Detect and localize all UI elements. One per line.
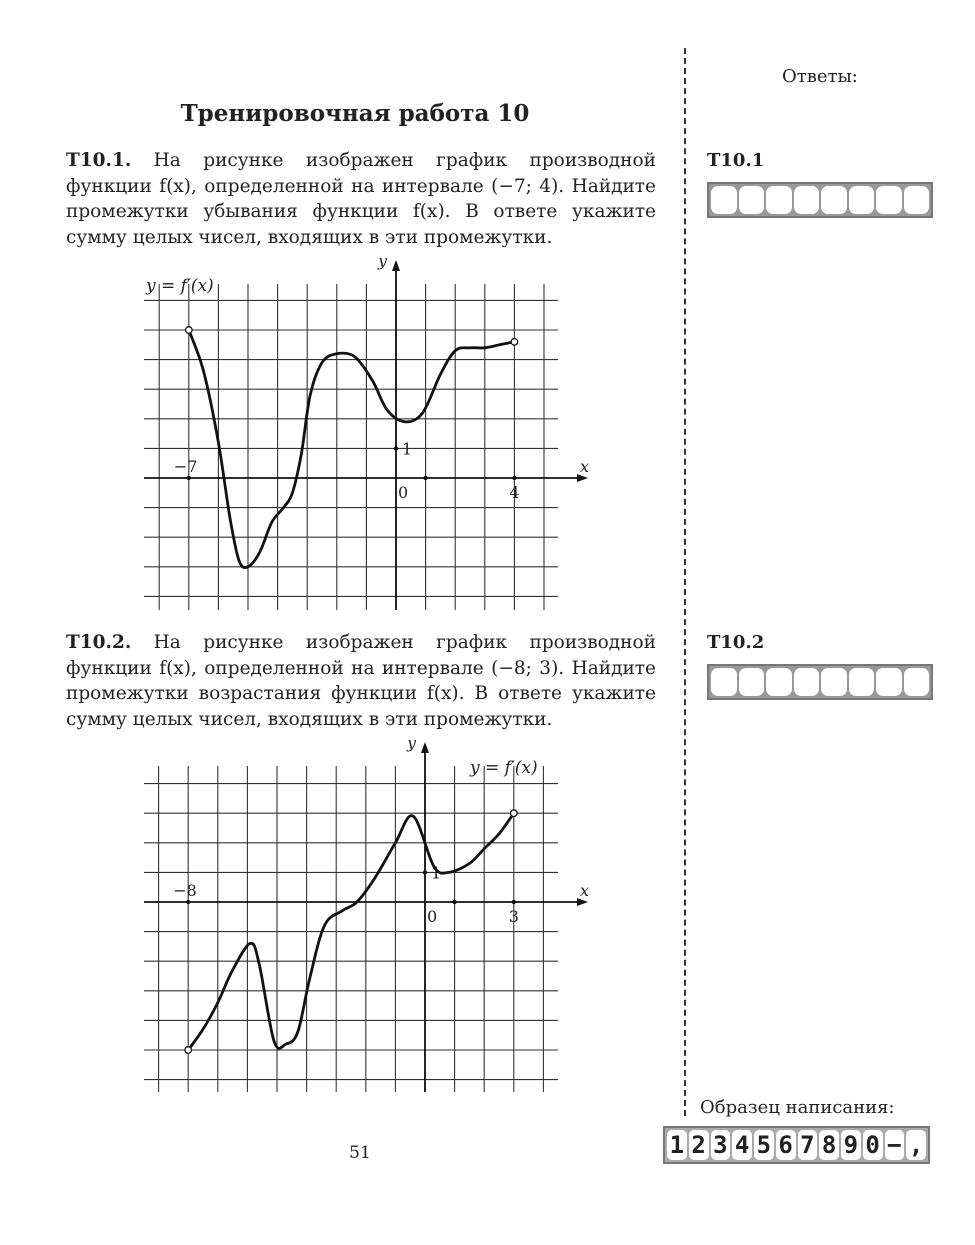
task-1-id: T10.1. <box>66 150 132 171</box>
axis-tick-dot <box>512 900 516 904</box>
sample-char: 0 <box>863 1130 883 1160</box>
page-title: Тренировочная работа 10 <box>180 100 530 127</box>
y-axis-arrow <box>392 260 400 271</box>
answer-cell[interactable] <box>821 186 847 214</box>
x-axis-label: x <box>580 881 590 900</box>
axis-tick-dot <box>186 900 190 904</box>
sample-char: 8 <box>819 1130 839 1160</box>
answer-cell[interactable] <box>766 186 792 214</box>
answer-cell[interactable] <box>711 186 737 214</box>
task-1-text <box>66 148 656 250</box>
axis-tick-dot <box>394 446 398 450</box>
answers-header: Ответы: <box>782 66 858 87</box>
answer-cell[interactable] <box>849 668 875 696</box>
open-endpoint-left <box>186 327 193 334</box>
y-axis-label: y <box>378 258 388 270</box>
chart-1 <box>130 258 590 620</box>
answer-cell[interactable] <box>904 668 930 696</box>
answer-cell[interactable] <box>739 668 765 696</box>
task-2-body: На рисунке изображен график производной функции f(x), определенной на интервале (−8; 3). Найдите промежутки возрастания функции f(x). В ответе укажите сумму целых чисел, входящих в эти промежутки. <box>66 632 656 730</box>
sample-char: 6 <box>776 1130 796 1160</box>
answer-cell[interactable] <box>904 186 930 214</box>
column-divider <box>684 48 686 1116</box>
tick-label-left: −7 <box>173 457 198 476</box>
axis-tick-dot <box>187 476 191 480</box>
answer-cell[interactable] <box>739 186 765 214</box>
answer-cell[interactable] <box>821 668 847 696</box>
answer-cell[interactable] <box>711 668 737 696</box>
sample-char: 3 <box>711 1130 731 1160</box>
sample-label: Образец написания: <box>700 1097 895 1118</box>
axis-tick-dot <box>452 900 456 904</box>
axis-tick-dot <box>512 476 516 480</box>
answer-cell[interactable] <box>849 186 875 214</box>
origin-label: 0 <box>398 483 409 502</box>
answer-cell[interactable] <box>766 668 792 696</box>
answer-2-label: T10.2 <box>707 632 765 653</box>
tick-label-one: 1 <box>431 863 442 883</box>
answer-cell[interactable] <box>794 186 820 214</box>
origin-label: 0 <box>427 907 438 926</box>
open-endpoint-right <box>511 810 518 817</box>
sample-char: , <box>906 1130 926 1160</box>
chart-2 <box>130 740 590 1096</box>
answer-cell[interactable] <box>794 668 820 696</box>
sample-char: 4 <box>732 1130 752 1160</box>
open-endpoint-left <box>185 1047 192 1054</box>
answer-2-boxes[interactable] <box>707 664 933 700</box>
tick-label-right: 3 <box>508 907 519 926</box>
axis-tick-dot <box>423 476 427 480</box>
task-2-text <box>66 630 656 732</box>
function-label: y = f′(x) <box>146 276 214 296</box>
sample-char: 9 <box>841 1130 861 1160</box>
answer-cell[interactable] <box>876 186 902 214</box>
tick-label-right: 4 <box>509 483 520 502</box>
answer-1-boxes[interactable] <box>707 182 933 218</box>
page-number: 51 <box>349 1143 371 1163</box>
sample-char: 2 <box>689 1130 709 1160</box>
sample-boxes <box>663 1126 930 1164</box>
answer-1-label: T10.1 <box>707 150 765 171</box>
tick-label-one: 1 <box>402 439 413 459</box>
tick-label-left: −8 <box>173 881 197 900</box>
task-2-id: T10.2. <box>66 632 132 653</box>
y-axis-label: y <box>407 740 417 752</box>
sample-char: 7 <box>798 1130 818 1160</box>
function-label: y = f′(x) <box>470 758 538 778</box>
task-1-body: На рисунке изображен график производной функции f(x), определенной на интервале (−7; 4). Найдите промежутки убывания функции f(x). В ответе укажите сумму целых чисел, входящих в эти промежутки. <box>66 150 656 248</box>
y-axis-arrow <box>421 742 429 753</box>
open-endpoint-right <box>511 339 518 346</box>
sample-char: 1 <box>667 1130 687 1160</box>
x-axis-label: x <box>580 457 590 476</box>
sample-char: 5 <box>754 1130 774 1160</box>
sample-char: − <box>885 1130 905 1160</box>
answer-cell[interactable] <box>876 668 902 696</box>
axis-tick-dot <box>423 870 427 874</box>
